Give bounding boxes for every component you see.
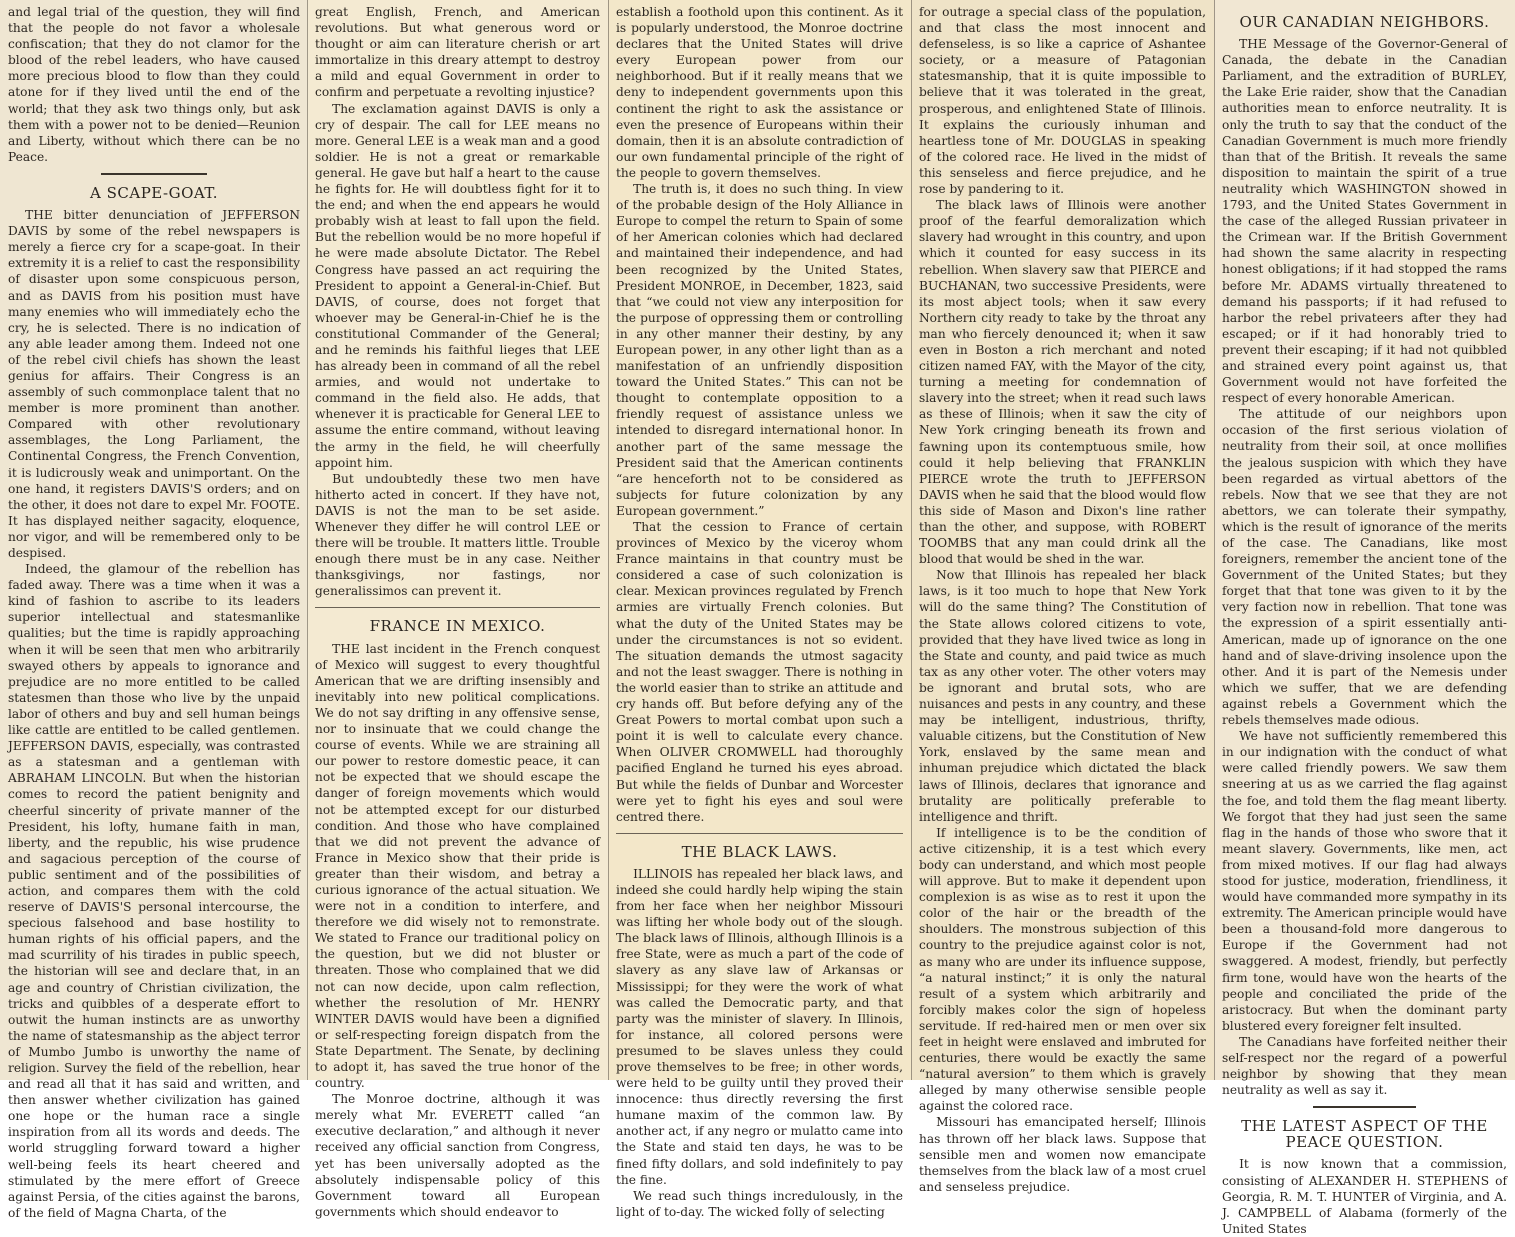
- column-divider: [1214, 0, 1215, 1080]
- headline-scape-goat: A SCAPE-GOAT.: [90, 183, 218, 202]
- article-continuation: establish a foothold upon this continent. As it is popularly understood, the Monroe doctrine declares that the United States will drive every European power from our neighborhood. But if it really means that we deny to independent governments upon this continent the right to ask the assistance or even the presence of Europeans within their domain, then it is an absolute contradiction of our own fundamental principle of the right of the people to govern themselves.: [616, 5, 903, 180]
- headline-peace-question: THE LATEST ASPECT OF THE PEACE QUESTION.: [1241, 1117, 1488, 1152]
- article-continuation: and legal trial of the question, they will find that the people do not favor a wholesale confiscation; that they do not clamor for the blood of the rebel leaders, who have caused more precious blood to flow than they could atone for if they lived until the end of the world; that they ask two things only, but ask them with a power not to be denied—Reunion and Liberty, without which there can be no Peace.: [8, 5, 300, 164]
- paragraph: The black laws of Illinois were another proof of the fearful demoralization which slavery had wrought in this country, and upon which it counted for easy success in its rebellion. When slavery saw that PIERCE and BUCHANAN, two successive Presidents, were its most abject tools; when it saw every Northern city ready to take by the throat any man who fiercely denounced it; when it saw even in Boston a rich merchant and noted citizen named FAY, with the Mayor of the city, turning a meeting for condemnation of slavery into the street; when it read such laws as these of Illinois; when it saw the city of New York cringing beneath its frown and fawning upon its contemptuous smile, how could it help believing that FRANKLIN PIERCE wrote the truth to JEFFERSON DAVIS when he said that the blood would flow this side of Mason and Dixon's line rather than the other, and suppose, with ROBERT TOOMBS that any man could drink all the blood that would be shed in the war.: [919, 198, 1206, 567]
- column-5: [1214, 0, 1515, 1236]
- paragraph: The attitude of our neighbors upon occasion of the first serious violation of neutrality from their soil, at once mollifies the jealous suspicion with which they have been regarded as virtual abettors of the rebels. Now that we see that they are not abettors, we can tolerate their sympathy, which is the result of ignorance of the merits of the case. The Canadians, like most foreigners, remember the ancient tone of the Government of the United States; but they forget that that tone was given to it by the very faction now in rebellion. That tone was the expression of a spirit essentially anti-American, made up of ignorance on the one hand and of slave-driving insolence upon the other. And it is part of the Nemesis under which we suffer, that we are defending against rebels a Government which the rebels themselves made odious.: [1222, 407, 1507, 728]
- paragraph: ILLINOIS has repealed her black laws, and indeed she could hardly help wiping the stain from her face when her neighbor Missouri was lifting her whole body out of the slough. The black laws of Illinois, although Illinois is a free State, were as much a part of the code of slavery as any slave law of Arkansas or Mississippi; for they were the work of what was called the Democratic party, and that party was the minister of slavery. In Illinois, for instance, all colored persons were presumed to be slaves unless they could prove themselves to be free; in other words, were held to be guilty until they proved their innocence: thus directly reversing the first humane maxim of the common law. By another act, if any negro or mulatto came into the State and staid ten days, he was to be fined fifty dollars, and sold indefinitely to pay the fine.: [616, 866, 903, 1187]
- paragraph: THE Message of the Governor-General of Canada, the debate in the Canadian Parliament, and the extradition of BURLEY, the Lake Erie raider, show that the Canadian authorities mean to enforce neutrality. It is only the truth to say that the conduct of the Canadian Government is much more friendly than that of the British. It reveals the same disposition to maintain the spirit of a true neutrality which WASHINGTON showed in 1793, and the United States Government in the case of the alleged Russian privateer in the Crimean war. If the British Government had shown the same alacrity in respecting honest obligations; if it had stopped the rams before Mr. ADAMS virtually threatened to demand his passports; if it had refused to harbor the rebel privateers after they had escaped; or if it had honorably tried to prevent their escaping; if it had not quibbled and strained every point against us, that Government would not have forfeited the respect of every honorable American.: [1222, 37, 1507, 406]
- paragraph: That the cession to France of certain provinces of Mexico by the viceroy whom France maintains in that country must be considered a case of such colonization is clear. Mexican provinces regulated by French armies are virtually French colonies. But what the duty of the United States may be under the circumstances is not so evident. The situation demands the utmost sagacity and not the least swagger. There is nothing in the world easier than to strike an attitude and cry hands off. But before defying any of the Great Powers to mortal combat upon such a point it is well to calculate every chance. When OLIVER CROMWELL had thoroughly pacified England he turned his eyes abroad. But while the fields of Dunbar and Worcester were yet to fight his eyes and soul were centred there.: [616, 520, 903, 824]
- paragraph: We have not sufficiently remembered this in our indignation with the conduct of what were called friendly powers. We saw them sneering at us as we carried the flag against the foe, and told them the flag meant liberty. We forgot that they had just seen the same flag in the hands of those who swore that it meant slavery. Governments, like men, act from mixed motives. If our flag had always stood for justice, moderation, friendliness, it would have commanded more sympathy in its extremity. The American principle would have been a thousand-fold more dangerous to Europe if the Government had not swaggered. A modest, friendly, but perfectly firm tone, would have won the hearts of the people and conciliated the pride of the aristocracy. But when the dominant party blustered every foreigner felt insulted.: [1222, 729, 1507, 1033]
- paragraph: We read such things incredulously, in the light of to-day. The wicked folly of selecting: [616, 1188, 903, 1219]
- column-divider: [608, 0, 609, 1080]
- section-rule: [101, 173, 206, 175]
- paragraph: THE last incident in the French conquest of Mexico will suggest to every thoughtful American that we are drifting insensibly and inevitably into new political complications. We do not say drifting in any offensive sense, nor to insinuate that we could change the course of events. While we are straining all our power to restore domestic peace, it can not be expected that we should escape the danger of foreign movements which would not be attempted except for our disturbed condition. And those who have complained that we did not prevent the advance of France in Mexico show that their pride is greater than their wisdom, and betray a curious ignorance of the actual situation. We were not in a condition to interfere, and therefore we did wisely not to remonstrate. We stated to France our traditional policy on the question, but we did not bluster or threaten. Those who complained that we did not can now decide, upon calm reflection, whether the resolution of Mr. HENRY WINTER DAVIS would have been a dignified or self-respecting foreign dispatch from the State Department. The Senate, by declining to adopt it, has saved the true honor of the country.: [315, 641, 600, 1091]
- paragraph: But undoubtedly these two men have hitherto acted in concert. If they have not, DAVIS is not the man to be set aside. Whenever they differ he will control LEE or there will be trouble. It matters little. Trouble enough there must be in any case. Neither thanksgivings, nor fastings, nor generalissimos can prevent it.: [315, 471, 600, 599]
- section-rule: [1313, 1106, 1416, 1108]
- paragraph: The Monroe doctrine, although it was merely what Mr. EVERETT called “an executive declaration,” and although it never received any official sanction from Congress, yet has been universally adopted as the absolutely indispensable policy of this Government toward all European governments which should endeavor to: [315, 1092, 600, 1219]
- section-rule: [616, 833, 903, 834]
- headline-black-laws: THE BLACK LAWS.: [681, 842, 838, 861]
- paragraph: The truth is, it does no such thing. In view of the probable design of the Holy Alliance in Europe to compel the return to Spain of some of her American colonies which had declared and maintained their independence, and had been recognized by the United States, President MONROE, in December, 1823, said that “we could not view any interposition for the purpose of oppressing them or controlling in any other manner their destiny, by any European power, in any other light than as a manifestation of an unfriendly disposition toward the United States.” This can not be thought to contemplate opposition to a friendly request of assistance unless we intended to disregard international honor. In another part of the same message the President said that the American continents “are henceforth not to be considered as subjects for future colonization by any European government.”: [616, 182, 903, 518]
- column-divider: [911, 0, 912, 1080]
- article-continuation: great English, French, and American revolutions. But what generous word or thought or aim can literature cherish or art immortalize in this dreary attempt to destroy a mild and equal Government in order to confirm and perpetuate a revolting injustice?: [315, 5, 600, 100]
- column-divider: [307, 0, 308, 1080]
- headline-france-in-mexico: FRANCE IN MEXICO.: [369, 617, 546, 636]
- article-continuation: for outrage a special class of the population, and that class the most innocent and defenseless, is so like a caprice of Ashantee society, or a measure of Patagonian statesmanship, that it is quite impossible to believe that it was tolerated in the great, prosperous, and enlightened State of Illinois. It explains the curiously inhuman and heartless tone of Mr. DOUGLAS in speaking of the colored race. He lived in the midst of this senseless and fierce prejudice, and he rose by pandering to it.: [919, 5, 1206, 197]
- paragraph: It is now known that a commission, consisting of ALEXANDER H. STEPHENS of Georgia, R. M. T. HUNTER of Virginia, and A. J. CAMPBELL of Alabama (formerly of the United States: [1222, 1157, 1507, 1236]
- column-1: [0, 0, 308, 1220]
- paragraph: The Canadians have forfeited neither their self-respect nor the regard of a powerful neighbor by showing that they mean neutrality as well as say it.: [1222, 1034, 1507, 1098]
- paragraph: Indeed, the glamour of the rebellion has faded away. There was a time when it was a kind of fashion to ascribe to its leaders superior intellectual and statesmanlike qualities; but the time is rapidly approaching when it will be seen that men who arbitrarily swayed others by appeals to ignorance and prejudice are no more entitled to be called statesmen than those who live by the unpaid labor of others and buy and sell human beings like cattle are entitled to be called gentlemen. JEFFERSON DAVIS, especially, was contrasted as a statesman and a gentleman with ABRAHAM LINCOLN. But when the historian comes to record the patient benignity and cheerful sincerity of private manner of the President, his lofty, humane faith in man, liberty, and the republic, his wise prudence and sagacious perception of the course of public sentiment and of the possibilities of action, and compares them with the cold reserve of DAVIS'S personal intercourse, the specious falsehood and base hostility to human rights of his official papers, and the mad scurrility of his tirades in public speech, the historian will see and declare that, in an age and country of Christian civilization, the tricks and quibbles of a desperate effort to outwit the human instincts are as unworthy the name of statesmanship as the abject terror of Mumbo Jumbo is unworthy the name of religion. Survey the field of the rebellion, hear and read all that it has said and written, and then answer whether civilization has gained one hope or the human race a single inspiration from all its words and deeds. The world struggling forward toward a higher well-being feels its heart cheered and stimulated by the mere effort of Greece against Persia, of the cities against the barons, of the field of Magna Charta, of the: [8, 562, 300, 1220]
- paragraph: The exclamation against DAVIS is only a cry of despair. The call for LEE means no more. General LEE is a weak man and a good soldier. He is not a great or remarkable general. He gave but half a heart to the cause he fights for. He will doubtless fight for it to the end; and when the end appears he would probably wish at least to fall upon the field. But the rebellion would be no more hopeful if he were made absolute Dictator. The Rebel Congress have passed an act requiring the President to appoint a General-in-Chief. But DAVIS, of course, does not forget that whoever may be General-in-Chief he is the constitutional Commander of the General; and he reminds his faithful lieges that LEE has already been in command of all the rebel armies, and would not undertake to command in the field also. He adds, that whenever it is practicable for General LEE to assume the entire command, without leaving the army in the field, he will cheerfully appoint him.: [315, 101, 600, 470]
- paragraph: Missouri has emancipated herself; Illinois has thrown off her black laws. Suppose that sensible men and women now emancipate themselves from the black law of a most cruel and senseless prejudice.: [919, 1115, 1206, 1194]
- paragraph: Now that Illinois has repealed her black laws, is it too much to hope that New York will do the same thing? The Constitution of the State allows colored citizens to vote, provided that they have lived twice as long in the State and county, and paid twice as much tax as any other voter. The other voters may be ignorant and brutal sots, who are nuisances and pests in any country, and these may be intelligent, industrious, thrifty, valuable citizens, but the Constitution of New York, enslaved by the same mean and inhuman prejudice which dictated the black laws of Illinois, declares that ignorance and brutality are politically preferable to intelligence and thrift.: [919, 568, 1206, 824]
- column-4: [911, 0, 1214, 1194]
- paragraph: THE bitter denunciation of JEFFERSON DAVIS by some of the rebel newspapers is merely a fierce cry for a scape-goat. In their extremity it is a relief to cast the responsibility of disaster upon some conspicuous person, and as DAVIS from his position must have many enemies who will immediately echo the cry, he is selected. There is no indication of any able leader among them. Indeed not one of the rebel civil chiefs has shown the least genius for affairs. Their Congress is an assembly of such commonplace talent that no member is more prominent than another. Compared with other revolutionary assemblages, the Long Parliament, the Continental Congress, the French Convention, it is ludicrously weak and unimportant. On the one hand, it registers DAVIS'S orders; and on the other, it does not dare to expel Mr. FOOTE. It has displayed neither sagacity, eloquence, nor vigor, and will be remembered only to be despised.: [8, 208, 300, 560]
- column-3: [608, 0, 911, 1219]
- headline-canadian-neighbors: OUR CANADIAN NEIGHBORS.: [1239, 13, 1490, 31]
- paragraph: If intelligence is to be the condition of active citizenship, it is a test which every body can understand, and which most people will approve. But to make it dependent upon complexion is as wise as to rest it upon the color of the hair or the breadth of the shoulders. The monstrous subjection of this country to the prejudice against color is not, as many who are under its influence suppose, “a natural instinct;” it is only the natural result of a system which arbitrarily and forcibly makes color the sign of hopeless servitude. If red-haired men or men over six feet in height were enslaved and imbruted for centuries, there would be exactly the same “natural aversion” to them which is gravely alleged by many otherwise sensible people against the colored race.: [919, 825, 1206, 1114]
- section-rule: [315, 607, 600, 608]
- column-2: [307, 0, 608, 1219]
